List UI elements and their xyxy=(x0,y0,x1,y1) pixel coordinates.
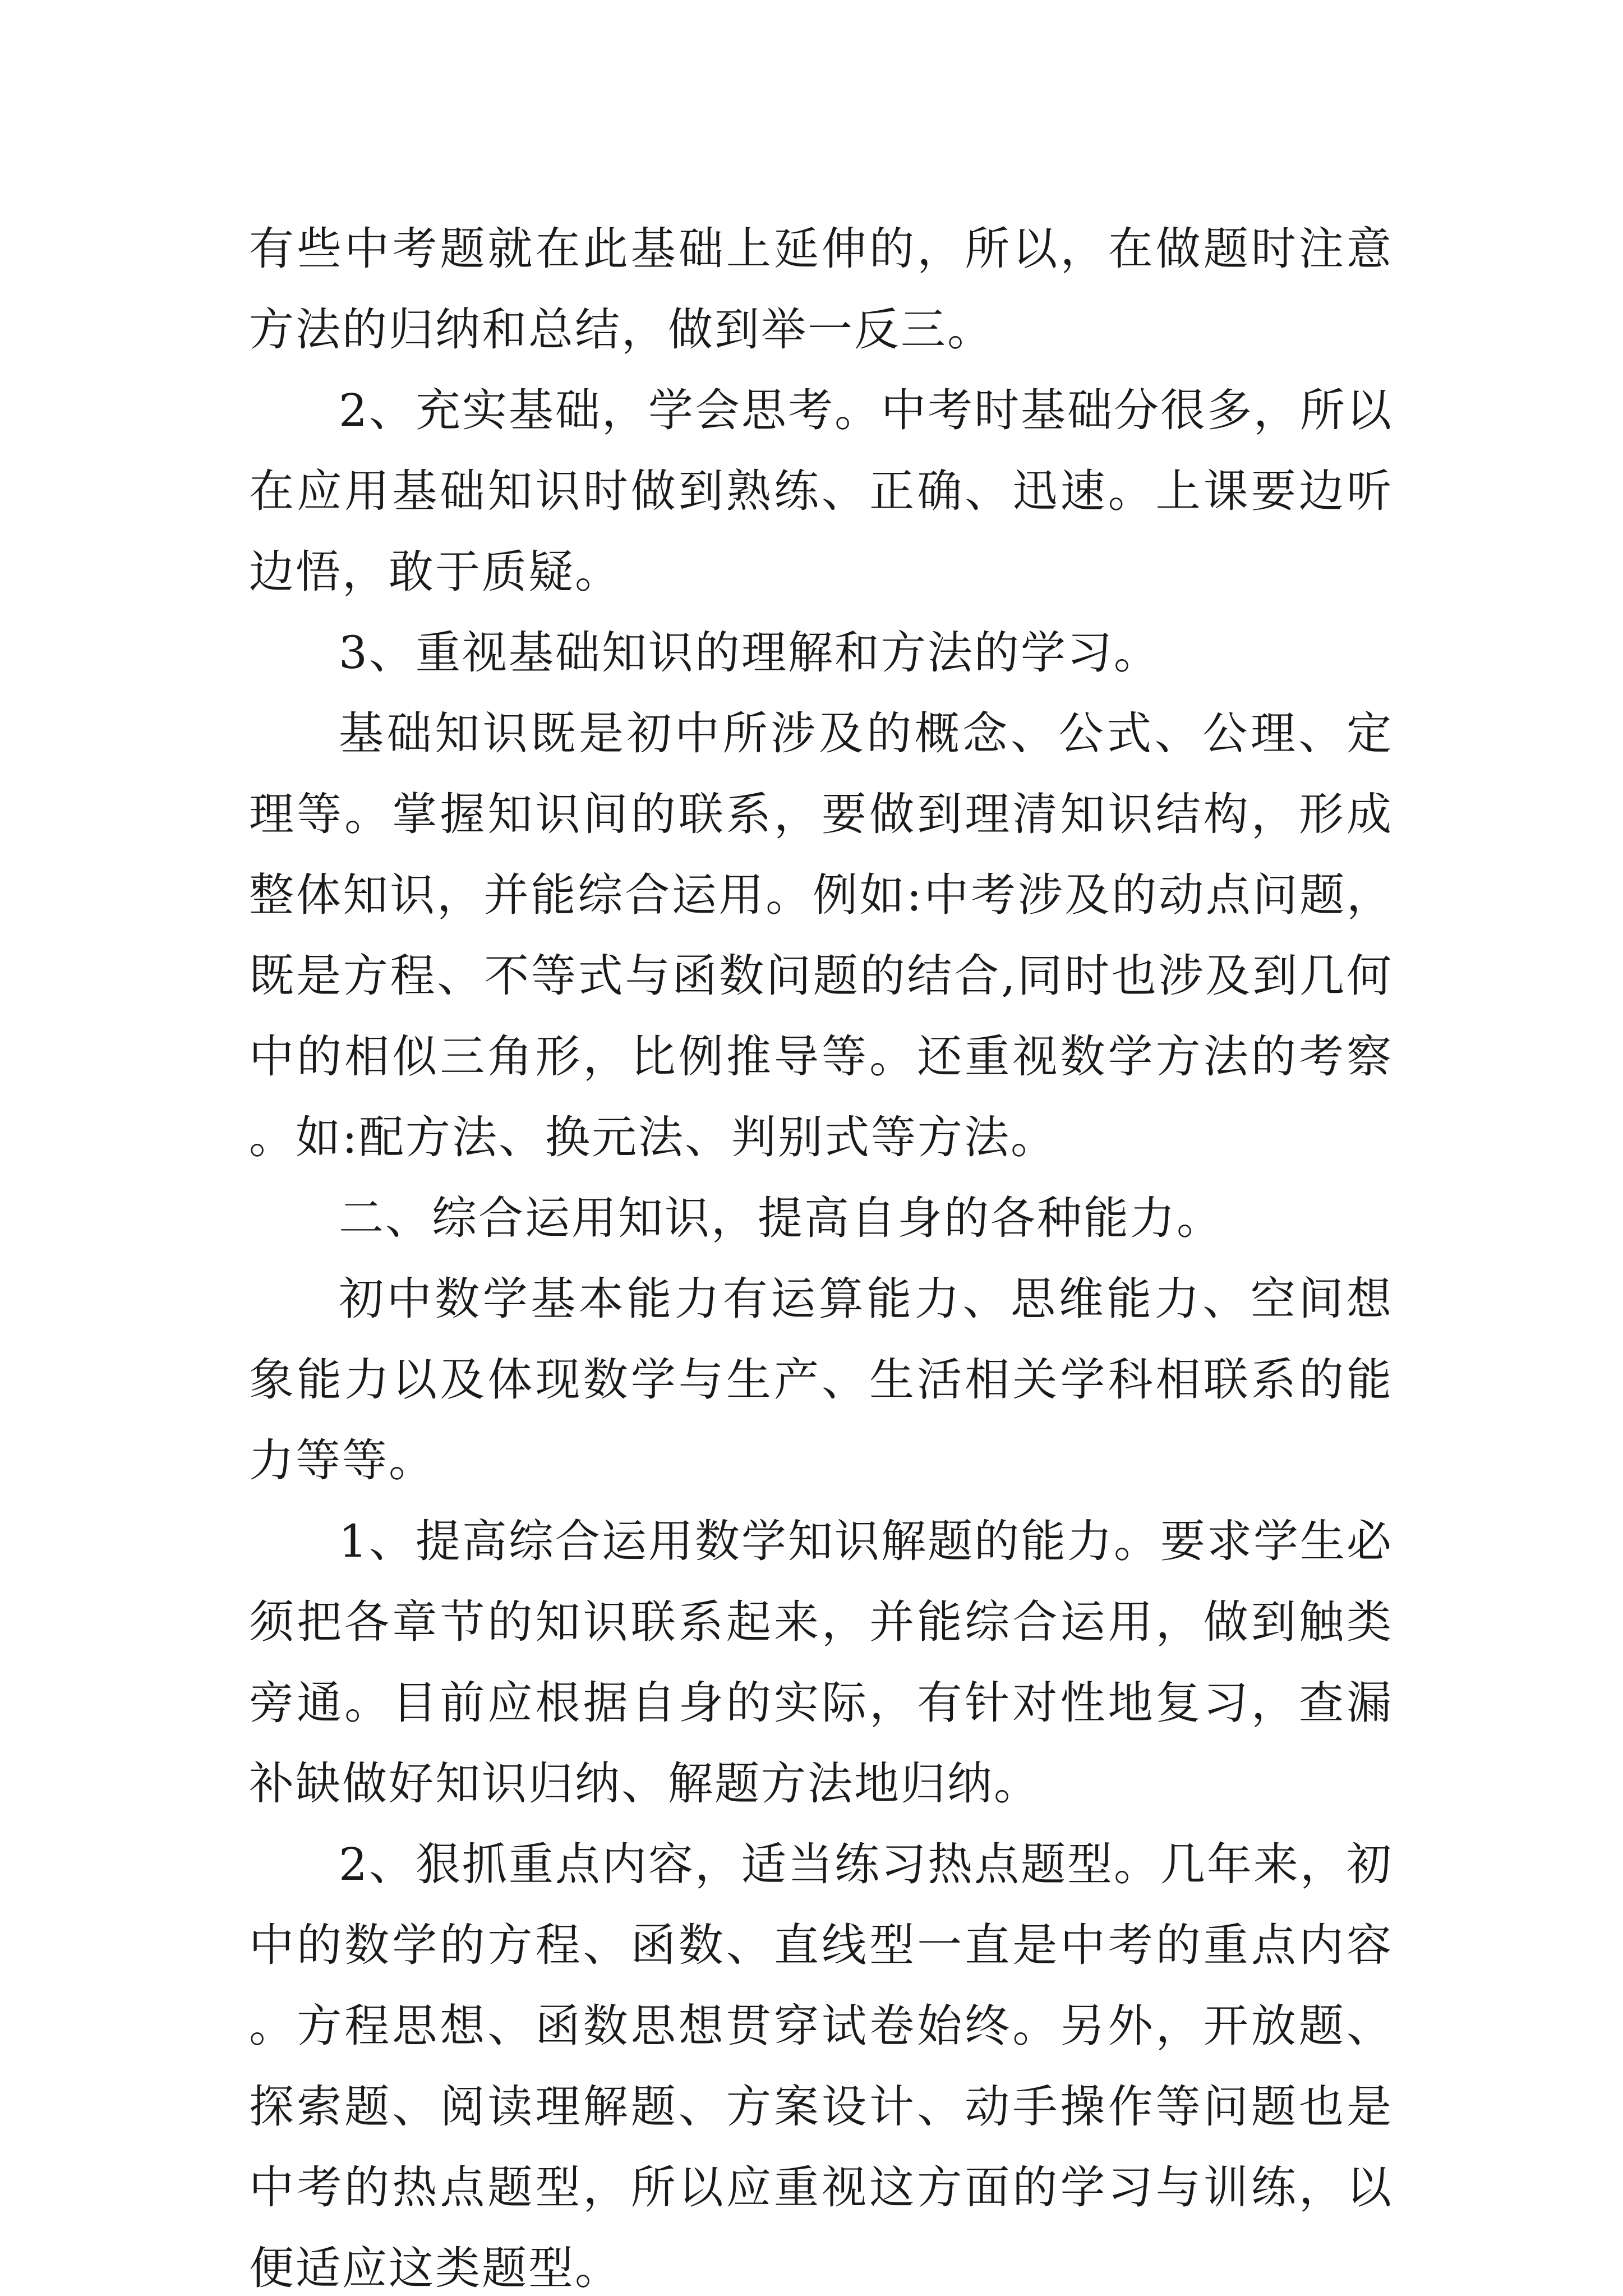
paragraph-basic-abilities: 初中数学基本能力有运算能力、思维能力、空间想象能力以及体现数学与生产、生活相关学科相联系的能力等等。 xyxy=(249,1273,1393,1487)
paragraph-continuation: 有些中考题就在此基础上延伸的，所以，在做题时注意方法的归纳和总结，做到举一反三。 xyxy=(249,223,1393,356)
paragraph-point-2-key-content: 2、狠抓重点内容，适当练习热点题型。几年来，初中的数学的方程、函数、直线型一直是中考的重点内容。方程思想、函数思想贯穿试卷始终。另外，开放题、探索题、阅读理解题、方案设计、动手操作等问题也是中考的热点题型，所以应重视这方面的学习与训练，以便适应这类题型。 xyxy=(249,1838,1393,2294)
document-body xyxy=(249,209,1393,2296)
paragraph-point-3-heading: 3、重视基础知识的理解和方法的学习。 xyxy=(339,627,1160,679)
paragraph-point-2-basics: 2、充实基础，学会思考。中考时基础分很多，所以在应用基础知识时做到熟练、正确、迅速。上课要边听边悟，敢于质疑。 xyxy=(249,384,1393,598)
section-heading-2: 二、综合运用知识，提高自身的各种能力。 xyxy=(339,1192,1223,1244)
paragraph-basic-knowledge: 基础知识既是初中所涉及的概念、公式、公理、定理等。掌握知识间的联系，要做到理清知识结构，形成整体知识，并能综合运用。例如:中考涉及的动点问题，既是方程、不等式与函数问题的结合,同时也涉及到几何中的相似三角形，比例推导等。还重视数学方法的考察。如:配方法、换元法、判别式等方法。 xyxy=(249,707,1393,1163)
paragraph-point-1-comprehensive: 1、提高综合运用数学知识解题的能力。要求学生必须把各章节的知识联系起来，并能综合运用，做到触类旁通。目前应根据自身的实际，有针对性地复习，查漏补缺做好知识归纳、解题方法地归纳。 xyxy=(249,1515,1393,1810)
